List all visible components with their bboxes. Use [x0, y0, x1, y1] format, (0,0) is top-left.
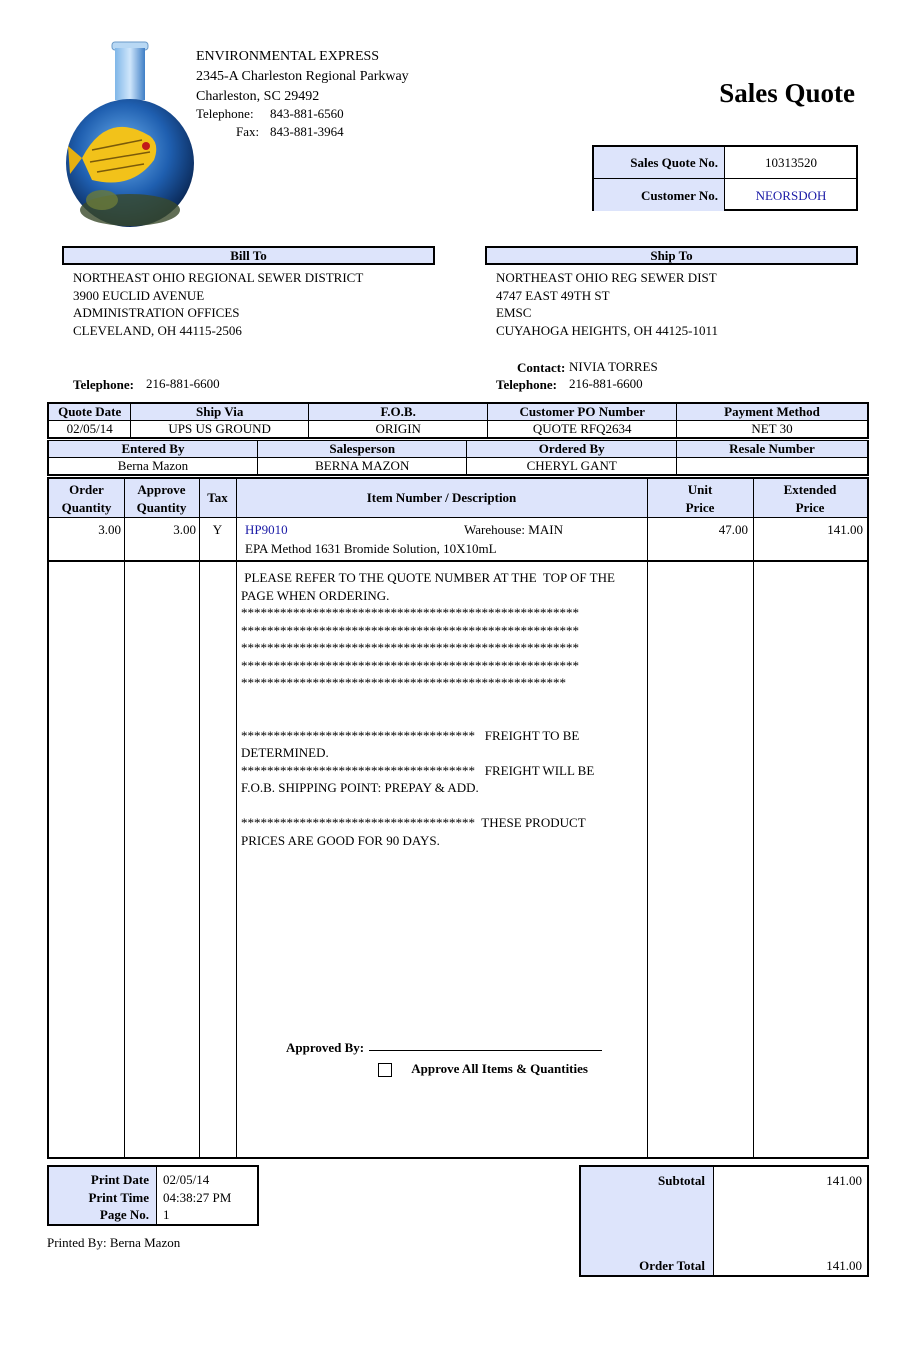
- approve-all-row: [378, 1061, 588, 1077]
- customer-po: QUOTE RFQ2634: [488, 421, 677, 439]
- company-fax: 843-881-3964: [270, 124, 344, 139]
- company-telephone: 843-881-6560: [270, 106, 344, 121]
- order-qty-header: [49, 481, 124, 517]
- quote-no-label: Sales Quote No.: [630, 155, 718, 170]
- ext-price-header-line1: Extended: [783, 482, 837, 497]
- page-no: 1: [163, 1207, 170, 1222]
- note-line: PLEASE REFER TO THE QUOTE NUMBER AT THE TOP OF THE: [241, 570, 615, 585]
- tax-header: Tax: [207, 490, 228, 505]
- order-total-label: Order Total: [639, 1258, 705, 1273]
- ordered-by-header: Ordered By: [467, 441, 676, 458]
- approve-all-checkbox[interactable]: [378, 1063, 392, 1077]
- order-total: 141.00: [826, 1258, 862, 1273]
- entered-by-header: Entered By: [48, 441, 257, 458]
- bill-to-line: CLEVELAND, OH 44115-2506: [73, 323, 242, 339]
- company-address1: 2345-A Charleston Regional Parkway: [196, 69, 409, 84]
- ship-to-contact: NIVIA TORRES: [569, 359, 658, 374]
- company-logo: [62, 40, 198, 230]
- ship-to-header: Ship To: [485, 246, 858, 265]
- unit-price-header-line1: Unit: [687, 482, 713, 497]
- fob: ORIGIN: [308, 421, 488, 439]
- item-description: EPA Method 1631 Bromide Solution, 10X10mL: [245, 541, 497, 556]
- approved-by-label: Approved By:: [286, 1040, 365, 1055]
- item-ext-price: 141.00: [827, 522, 863, 537]
- item-number-link[interactable]: HP9010: [245, 522, 288, 537]
- approved-by-signature-line[interactable]: [369, 1050, 602, 1051]
- salesperson: BERNA MAZON: [257, 458, 467, 476]
- ship-via: UPS US GROUND: [131, 421, 309, 439]
- print-date-label: Print Date: [90, 1172, 149, 1187]
- print-time-label: Print Time: [88, 1189, 149, 1205]
- bill-to-line: ADMINISTRATION OFFICES: [73, 305, 240, 321]
- bill-to-line: 3900 EUCLID AVENUE: [73, 287, 205, 303]
- order-qty-header-line2: Quantity: [61, 500, 112, 515]
- bill-to-address: [73, 269, 363, 340]
- company-name: ENVIRONMENTAL EXPRESS: [196, 49, 380, 64]
- ext-price-header-line2: Price: [795, 500, 825, 515]
- item-approve-qty: 3.00: [173, 522, 196, 537]
- ship-to-line: EMSC: [496, 305, 532, 321]
- quote-date-header: Quote Date: [48, 403, 131, 421]
- unit-price-header-line2: Price: [685, 500, 715, 515]
- ship-to-telephone: 216-881-6600: [569, 376, 643, 391]
- print-time: 04:38:27 PM: [163, 1189, 232, 1205]
- quote-notes: [241, 569, 615, 849]
- ship-to-line: 4747 EAST 49TH ST: [496, 287, 610, 303]
- customer-no-label: Customer No.: [640, 188, 718, 203]
- items-table: [47, 477, 869, 1159]
- ship-to-telephone-label: Telephone:: [496, 377, 557, 392]
- bill-to-line: NORTHEAST OHIO REGIONAL SEWER DISTRICT: [73, 270, 364, 285]
- quote-no: 10313520: [765, 155, 817, 170]
- company-info: [196, 47, 409, 107]
- ship-via-header: Ship Via: [131, 403, 309, 421]
- document-title: Sales Quote: [719, 78, 855, 108]
- quote-info-box: [592, 145, 858, 211]
- bill-to-telephone-label: Telephone:: [73, 377, 134, 392]
- ordered-by: CHERYL GANT: [467, 458, 676, 476]
- note-line: PAGE WHEN ORDERING.: [241, 587, 390, 603]
- note-line: ************************************ THESE PRODUCT: [241, 815, 586, 830]
- customer-no: NEORSDOH: [755, 188, 827, 203]
- ship-to-address: [496, 269, 718, 340]
- note-line: ****************************************************: [241, 605, 579, 620]
- item-order-qty: 3.00: [98, 522, 121, 537]
- note-line: ************************************ FREIGHT WILL BE: [241, 762, 595, 778]
- subtotal: 141.00: [826, 1173, 862, 1188]
- ext-price-header: [753, 481, 867, 517]
- unit-price-header: [647, 481, 753, 517]
- company-telephone-label: Telephone:: [196, 106, 254, 121]
- ship-to-contact-label: Contact:: [517, 360, 566, 375]
- item-tax: Y: [212, 522, 223, 537]
- note-line: [241, 709, 615, 727]
- note-line: F.O.B. SHIPPING POINT: PREPAY & ADD.: [241, 780, 479, 795]
- note-line: DETERMINED.: [241, 745, 329, 760]
- resale-number: [676, 458, 868, 476]
- note-line: ****************************************************: [241, 640, 579, 655]
- payment-method-header: Payment Method: [676, 403, 868, 421]
- bill-to-telephone: 216-881-6600: [146, 376, 220, 391]
- note-line: PRICES ARE GOOD FOR 90 DAYS.: [241, 832, 440, 848]
- fob-header: F.O.B.: [308, 403, 488, 421]
- quote-date: 02/05/14: [48, 421, 131, 439]
- approve-qty-header: [124, 481, 199, 517]
- item-warehouse: Warehouse: MAIN: [464, 522, 563, 537]
- note-line: ****************************************************: [241, 657, 579, 673]
- resale-number-header: Resale Number: [676, 441, 868, 458]
- company-fax-label: Fax:: [236, 124, 260, 139]
- item-unit-price: 47.00: [718, 522, 748, 537]
- ship-to-line: CUYAHOGA HEIGHTS, OH 44125-1011: [496, 323, 718, 339]
- approve-all-label: Approve All Items & Quantities: [411, 1061, 588, 1076]
- print-info-box: [47, 1165, 259, 1226]
- print-date: 02/05/14: [163, 1172, 210, 1187]
- order-qty-header-line1: Order: [69, 482, 104, 497]
- company-address2: Charleston, SC 29492: [196, 89, 320, 104]
- order-info-table-2: [47, 440, 869, 476]
- salesperson-header: Salesperson: [257, 441, 467, 458]
- note-line: **************************************************: [241, 675, 566, 690]
- approve-qty-header-line2: Quantity: [136, 500, 187, 515]
- description-header: Item Number / Description: [366, 490, 517, 505]
- approve-qty-header-line1: Approve: [137, 482, 186, 497]
- note-line: [241, 692, 615, 710]
- print-labels: [49, 1171, 149, 1224]
- customer-po-header: Customer PO Number: [488, 403, 677, 421]
- note-line: ****************************************************: [241, 622, 579, 638]
- note-line: ************************************ FREIGHT TO BE: [241, 727, 580, 743]
- page-no-label: Page No.: [99, 1207, 149, 1222]
- order-info-table: [47, 402, 869, 439]
- payment-method: NET 30: [676, 421, 868, 439]
- print-values: [163, 1171, 231, 1224]
- totals-box: [579, 1165, 869, 1277]
- printed-by: Printed By: Berna Mazon: [47, 1235, 181, 1250]
- subtotal-label: Subtotal: [658, 1173, 705, 1188]
- ship-to-line: NORTHEAST OHIO REG SEWER DIST: [496, 270, 717, 285]
- entered-by: Berna Mazon: [48, 458, 257, 476]
- bill-to-header: Bill To: [62, 246, 435, 265]
- note-line: [241, 797, 615, 815]
